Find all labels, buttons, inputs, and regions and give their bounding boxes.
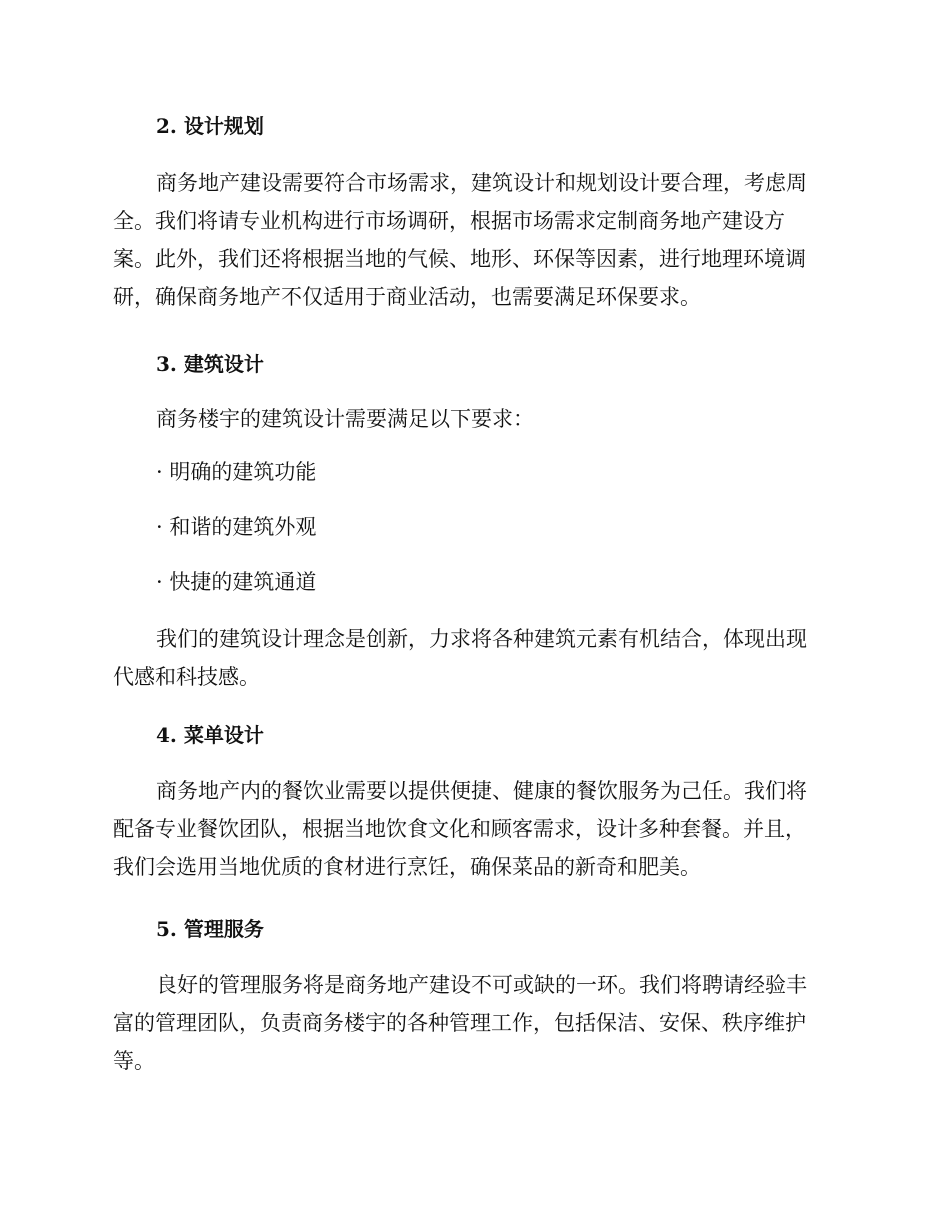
text-line: 富的管理团队，负责商务楼宇的各种管理工作，包括保洁、安保、秩序维护 <box>113 1011 806 1035</box>
section-heading-architectural-design: 3. 建筑设计 <box>156 352 264 376</box>
bullet-item: · 快捷的建筑通道 <box>156 570 317 594</box>
text-line: 我们会选用当地优质的食材进行烹饪，确保菜品的新奇和肥美。 <box>113 855 701 879</box>
text-line: 良好的管理服务将是商务地产建设不可或缺的一环。我们将聘请经验丰 <box>156 973 807 997</box>
bullet-item: · 和谐的建筑外观 <box>156 515 317 539</box>
text-line: 等。 <box>113 1049 155 1073</box>
paragraph-architectural-design <box>113 620 833 696</box>
text-line: 我们的建筑设计理念是创新，力求将各种建筑元素有机结合，体现出现 <box>156 627 807 651</box>
text-line: 商务地产建设需要符合市场需求，建筑设计和规划设计要合理，考虑周 <box>156 171 807 195</box>
bullet-item: · 明确的建筑功能 <box>156 460 317 484</box>
section-heading-management-service: 5. 管理服务 <box>156 917 264 941</box>
section-heading-menu-design: 4. 菜单设计 <box>156 723 264 747</box>
intro-architectural-design <box>113 400 833 438</box>
paragraph-design-planning <box>113 164 833 316</box>
paragraph-menu-design <box>113 772 833 886</box>
text-line: 案。此外，我们还将根据当地的气候、地形、环保等因素，进行地理环境调 <box>113 247 806 271</box>
text-line: 代感和科技感。 <box>113 665 260 689</box>
paragraph-management-service <box>113 966 833 1080</box>
section-heading-design-planning: 2. 设计规划 <box>156 114 264 138</box>
text-line: 全。我们将请专业机构进行市场调研，根据市场需求定制商务地产建设方 <box>113 209 785 233</box>
text-line: 配备专业餐饮团队，根据当地饮食文化和顾客需求，设计多种套餐。并且， <box>113 817 806 841</box>
text-line: 研，确保商务地产不仅适用于商业活动，也需要满足环保要求。 <box>113 285 701 309</box>
text-line: 商务楼宇的建筑设计需要满足以下要求： <box>156 407 534 431</box>
text-line: 商务地产内的餐饮业需要以提供便捷、健康的餐饮服务为己任。我们将 <box>156 779 807 803</box>
